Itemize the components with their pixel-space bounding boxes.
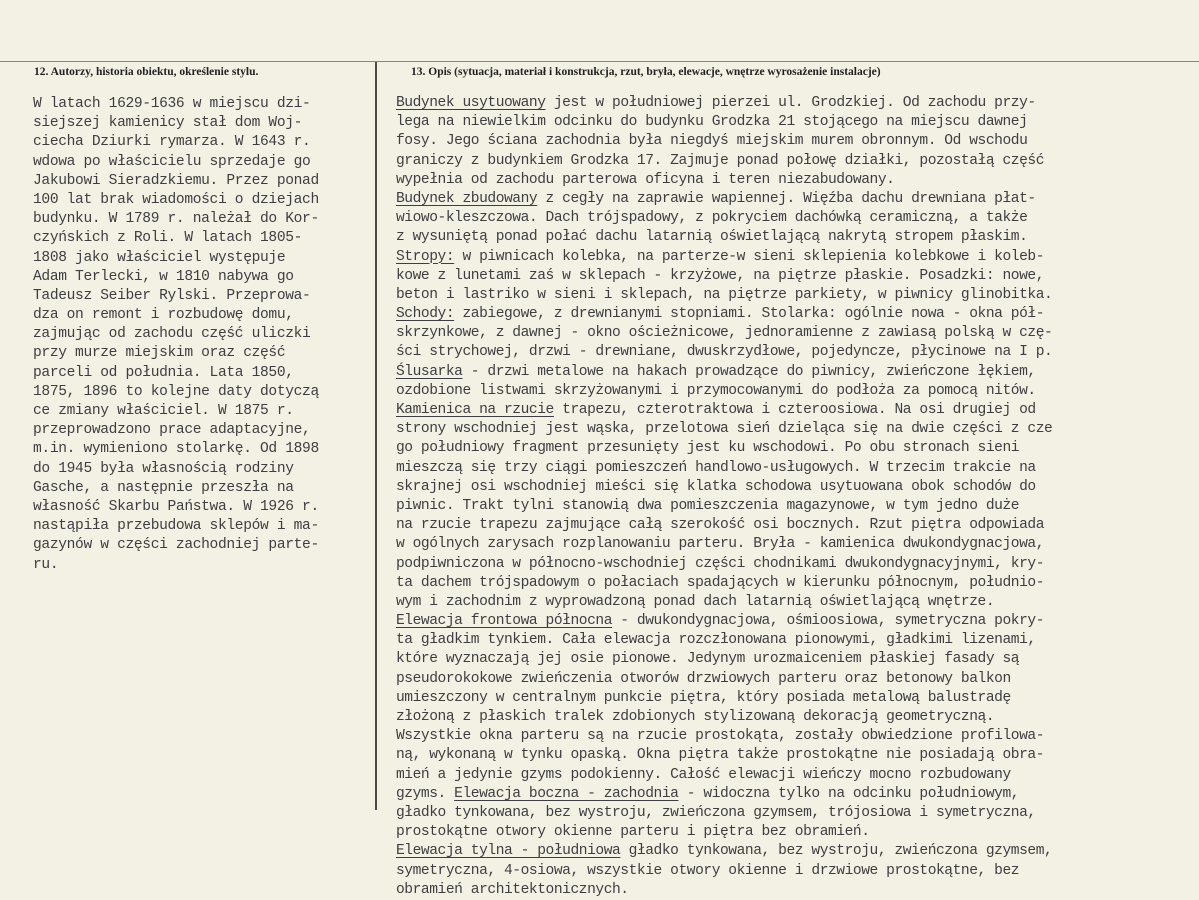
line-text: graniczy z budynkiem Grodzka 17. Zajmuje ponad połowę działki, pozostałą część xyxy=(396,152,1044,169)
description-line xyxy=(396,459,1196,478)
line-text: - dwukondygnacjowa, ośmioosiowa, symetryczna pokry- xyxy=(612,613,1044,630)
line-text: obramień architektonicznych. xyxy=(396,881,629,898)
description-line xyxy=(396,804,1196,823)
history-text-column xyxy=(33,95,371,575)
description-line xyxy=(396,209,1196,228)
line-text: pseudorokokowe zwieńczenia otworów drzwiowych parteru oraz betonowy balkon xyxy=(396,670,1011,687)
line-text: beton i lastriko w sieni i sklepach, na piętrze parkiety, w piwnicy glinobitka. xyxy=(396,286,1053,303)
history-line: wdowa po właścicielu sprzedaje go xyxy=(33,153,311,170)
description-line xyxy=(396,708,1196,727)
history-line: dza on remont i rozbudowę domu, xyxy=(33,307,294,324)
line-text: jest w południowej pierzei ul. Grodzkiej. Od zachodu przy- xyxy=(545,95,1036,111)
description-line xyxy=(396,132,1196,151)
description-line xyxy=(396,516,1196,535)
description-line xyxy=(396,785,1196,804)
line-text: na rzucie trapezu zajmujące całą szerokość osi bocznych. Rzut piętra odpowiada xyxy=(396,517,1044,534)
description-line xyxy=(396,113,1196,132)
history-line: W latach 1629-1636 w miejscu dzi- xyxy=(33,96,311,112)
description-line xyxy=(396,555,1196,574)
column-divider xyxy=(375,62,377,810)
line-text: podpiwniczona w północno-wschodniej części chodnikami dwukondygnacyjnymi, kry- xyxy=(396,555,1044,572)
top-divider xyxy=(0,61,1199,62)
line-text: skrajnej osi wschodniej mieści się klatka schodowa usytuowana obok schodów do xyxy=(396,478,1036,495)
description-line xyxy=(396,382,1196,401)
line-text: trapezu, czterotraktowa i czteroosiowa. Na osi drugiej od xyxy=(553,402,1036,418)
description-line xyxy=(396,612,1196,631)
description-line xyxy=(396,631,1196,650)
line-text: ta dachem trójspadowym o połaciach spadających w kierunku północnym, południo- xyxy=(396,574,1044,591)
description-line xyxy=(396,305,1196,324)
line-text: skrzynkowe, z dawnej - okno ościeżnicowe, jednoramienne z zawiasą polską w czę- xyxy=(396,325,1053,342)
description-line xyxy=(396,881,1196,900)
history-line: przeprowadzono prace adaptacyjne, xyxy=(33,422,311,439)
underlined-heading: Kamienica na rzucie xyxy=(396,402,554,418)
description-line xyxy=(396,689,1196,708)
description-line xyxy=(396,497,1196,516)
history-line: Adam Terlecki, w 1810 nabywa go xyxy=(33,268,294,285)
line-text: go południowy fragment przesunięty jest ku wschodowi. Po obu stronach sieni xyxy=(396,440,1020,457)
line-text: z wysuniętą ponad połać dachu latarnią oświetlającą nakrytą stropem płaskim. xyxy=(396,229,1028,246)
underlined-heading: Ślusarka xyxy=(396,363,463,380)
line-text: w piwnicach kolebka, na parterze-w sieni sklepienia kolebkowe i koleb- xyxy=(454,248,1045,265)
history-line: nastąpiła przebudowa sklepów i ma- xyxy=(33,518,319,535)
line-prefix: gzyms. xyxy=(396,785,455,802)
line-text: ną, wykonaną w tynku opaską. Okna piętra także prostokątne nie posiadają obra- xyxy=(396,747,1044,764)
underlined-heading: Elewacja frontowa północna xyxy=(396,613,612,630)
history-line: przy murze miejskim oraz część xyxy=(33,345,286,362)
line-text: które wyznaczają jej osie pionowe. Jedynym urozmaiceniem płaskiej fasady są xyxy=(396,651,1020,668)
description-line xyxy=(396,228,1196,247)
line-text: piwnic. Trakt tylni stanowią dwa pomieszczenia magazynowe, w tym jedno duże xyxy=(396,497,1020,514)
line-text: z cegły na zaprawie wapiennej. Więźba dachu drewniana płat- xyxy=(537,190,1036,207)
line-text: mieszczą się trzy ciągi pomieszczeń handlowo-usługowych. W trzecim trakcie na xyxy=(396,459,1036,476)
line-text: - widoczna tylko na odcinku południowym, xyxy=(678,785,1020,802)
line-text: ta gładkim tynkiem. Cała elewacja rozczłonowana pionowymi, gładkimi lizenami, xyxy=(396,632,1036,649)
history-line: zajmując od zachodu część uliczki xyxy=(33,326,311,343)
line-text: zabiegowe, z drewnianymi stopniami. Stolarka: ogólnie nowa - okna pół- xyxy=(454,306,1045,323)
history-line: parceli od południa. Lata 1850, xyxy=(33,364,294,381)
history-line: 100 lat brak wiadomości o dziejach xyxy=(33,191,319,208)
description-line xyxy=(396,363,1196,382)
line-text: gładko tynkowana, bez wystroju, zwieńczona gzymsem, xyxy=(620,843,1053,860)
description-line xyxy=(396,766,1196,785)
section-13-heading: 13. Opis (sytuacja, materiał i konstrukcja, rzut, bryła, elewacje, wnętrze wyrosażenie instalacje) xyxy=(411,66,881,78)
history-line: czyńskich z Roli. W latach 1805- xyxy=(33,230,303,247)
description-line xyxy=(396,152,1196,171)
line-text: kowe z lunetami zaś w sklepach - krzyżowe, na piętrze płaskie. Posadzki: nowe, xyxy=(396,267,1044,284)
line-text: wypełnia od zachodu parterowa oficyna i teren niezabudowany. xyxy=(396,171,895,188)
history-line: 1808 jako właściciel występuje xyxy=(33,249,286,266)
underlined-heading: Elewacja boczna - zachodnia xyxy=(454,785,679,802)
description-line xyxy=(396,286,1196,305)
description-line xyxy=(396,343,1196,362)
description-line xyxy=(396,842,1196,861)
underlined-heading: Stropy: xyxy=(396,248,455,265)
description-line xyxy=(396,324,1196,343)
history-line: ciecha Dziurki rymarza. W 1643 r. xyxy=(33,134,311,151)
line-text: lega na niewielkim odcinku do budynku Grodzka 21 stojącego na miejscu dawnej xyxy=(396,114,1028,131)
line-text: symetryczna, 4-osiowa, wszystkie otwory okienne i drzwiowe prostokątne, bez xyxy=(396,862,1020,879)
description-line xyxy=(396,746,1196,765)
history-line: siejszej kamienicy stał dom Woj- xyxy=(33,115,303,132)
line-text: strony wschodniej jest wąska, przelotowa sień dzieląca się na dwie części z cze xyxy=(396,421,1053,438)
description-line xyxy=(396,535,1196,554)
line-text: fosy. Jego ściana zachodnia była niegdyś miejskim murem obronnym. Od wschodu xyxy=(396,133,1028,150)
line-text: prostokątne otwory okienne parteru i piętra bez obramień. xyxy=(396,824,870,841)
line-text: gładko tynkowana, bez wystroju, zwieńczona gzymsem, trójosiowa i symetryczna, xyxy=(396,804,1036,821)
underlined-heading: Budynek usytuowany xyxy=(396,95,546,111)
history-line: własność Skarbu Państwa. W 1926 r. xyxy=(33,498,319,515)
history-line: m.in. wymieniono stolarkę. Od 1898 xyxy=(33,441,319,458)
history-line: Jakubowi Sieradzkiemu. Przez ponad xyxy=(33,172,319,189)
underlined-heading: Budynek zbudowany xyxy=(396,190,538,207)
description-text-column xyxy=(396,94,1196,900)
line-text: Wszystkie okna parteru są na rzucie prostokąta, zostały obwiedzione profilowa- xyxy=(396,728,1044,745)
history-line: ru. xyxy=(33,556,59,573)
description-line xyxy=(396,171,1196,190)
line-text: w ogólnych zarysach rozplanowaniu parteru. Bryła - kamienica dwukondygnacjowa, xyxy=(396,536,1044,553)
description-line xyxy=(396,862,1196,881)
line-text: wym i zachodnim z wyprowadzoną ponad dach latarnią oświetlającą wnętrze. xyxy=(396,593,995,610)
description-line xyxy=(396,650,1196,669)
description-line xyxy=(396,823,1196,842)
underlined-heading: Elewacja tylna - południowa xyxy=(396,843,621,860)
description-line xyxy=(396,190,1196,209)
description-line xyxy=(396,439,1196,458)
history-line: Tadeusz Seiber Rylski. Przeprowa- xyxy=(33,287,311,304)
line-text: wiowo-kleszczowa. Dach trójspadowy, z pokryciem dachówką ceramiczną, a także xyxy=(396,210,1028,227)
history-line: budynku. W 1789 r. należał do Kor- xyxy=(33,211,319,228)
description-line xyxy=(396,94,1196,113)
history-line: ce zmiany właściciel. W 1875 r. xyxy=(33,403,294,419)
section-12-heading: 12. Autorzy, historia obiektu, określenie stylu. xyxy=(34,66,259,78)
description-line xyxy=(396,401,1196,420)
line-text: mień a jedynie gzyms podokienny. Całość elewacji wieńczy mocno rozbudowany xyxy=(396,766,1011,783)
history-line: 1875, 1896 to kolejne daty dotyczą xyxy=(33,383,319,400)
line-text: ozdobione listwami skrzyżowanymi i przymocowanymi do podłoża za pomocą nitów. xyxy=(396,382,1036,399)
description-line xyxy=(396,420,1196,439)
description-line xyxy=(396,267,1196,286)
description-line xyxy=(396,727,1196,746)
description-line xyxy=(396,248,1196,267)
line-text: - drzwi metalowe na hakach prowadzące do piwnicy, zwieńczone łękiem, xyxy=(462,363,1036,380)
history-line: Gasche, a następnie przeszła na xyxy=(33,479,294,496)
line-text: złożoną z płaskich tralek zdobionych stylizowaną dekoracją geometryczną. xyxy=(396,709,995,725)
description-line xyxy=(396,478,1196,497)
history-line: do 1945 była własnością rodziny xyxy=(33,460,294,477)
description-line xyxy=(396,670,1196,689)
line-text: umieszczony w centralnym punkcie piętra, który posiada metalową balustradę xyxy=(396,689,1011,706)
history-line: gazynów w części zachodniej parte- xyxy=(33,537,319,554)
description-line xyxy=(396,593,1196,612)
description-line xyxy=(396,574,1196,593)
line-text: ści strychowej, drzwi - drewniane, dwuskrzydłowe, pojedyncze, płycinowe na I p. xyxy=(396,344,1053,361)
underlined-heading: Schody: xyxy=(396,306,455,323)
